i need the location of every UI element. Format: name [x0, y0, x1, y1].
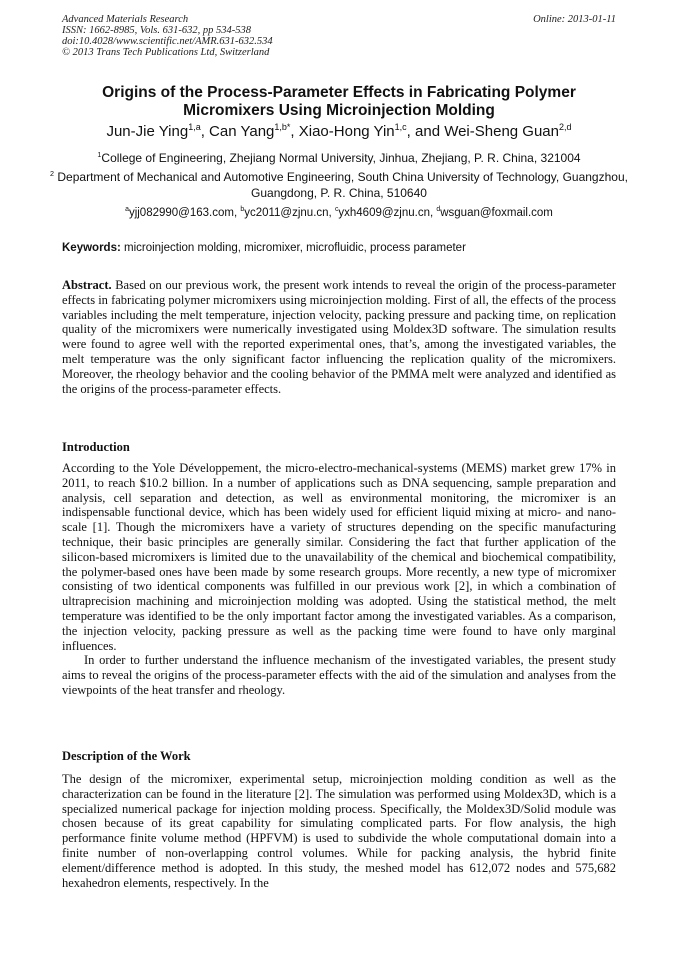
email-mark: b	[240, 206, 245, 214]
email-link[interactable]: yxh4609@zjnu.cn	[338, 207, 430, 219]
email-mark: d	[436, 206, 441, 214]
affiliation-text: College of Engineering, Zhejiang Normal University, Jinhua, Zhejiang, P. R. China, 321004	[101, 151, 581, 165]
email-list	[40, 205, 638, 221]
author-separator: ,	[290, 123, 299, 140]
email-mark: a	[125, 206, 129, 214]
author-separator: , and	[406, 123, 445, 140]
author-affiliation-mark: 1,b*	[274, 122, 291, 132]
email-mark: c	[334, 206, 339, 214]
section-heading-description: Description of the Work	[62, 749, 191, 763]
abstract-label: Abstract.	[62, 278, 112, 292]
affiliation-number: 1	[97, 150, 102, 159]
journal-copyright: © 2013 Trans Tech Publications Ltd, Switzerland	[62, 47, 270, 58]
email-separator: ,	[328, 207, 335, 219]
journal-issn: ISSN: 1662-8985, Vols. 631-632, pp 534-538	[62, 25, 251, 36]
abstract-text: Based on our previous work, the present work intends to reveal the origin of the process-parameter effects in fabricating polymer micromixers using microinjection molding. First of all, the effects of the process variables including the melt temperature, injection velocity, packing pressure and packing time, on replication quality of the micromixers were numerically investigated using Moldex3D software. The simulation results were found to agree well with the reported experimental ones, that’s, among the investigated variables, the melt temperature was the only significant factor influencing the replication quality of the micromixers. Moreover, the rheology behavior and the cooling behavior of the PMMA melt were analyzed and identified as the origins of the process-parameter effects.	[62, 278, 616, 396]
author-separator: ,	[200, 123, 210, 140]
author-name: Can Yang	[209, 123, 275, 140]
email-link[interactable]: yc2011@zjnu.cn	[244, 207, 329, 219]
abstract	[62, 278, 616, 396]
affiliation-number: 2	[50, 169, 55, 178]
affiliation-text: Department of Mechanical and Automotive Engineering, South China University of Technology, Guangzhou, Guangdong, P. R. China, 510640	[57, 170, 628, 200]
author-affiliation-mark: 2,d	[559, 122, 572, 132]
title-line-1: Origins of the Process-Parameter Effects in Fabricating Polymer	[102, 84, 576, 101]
email-link[interactable]: yjj082990@163.com	[128, 207, 234, 219]
description-section	[62, 772, 616, 890]
paragraph: The design of the micromixer, experimental setup, microinjection molding condition as well as the characterization can be found in the literature [2]. The simulation was performed using Moldex3D, which is a specialized numerical package for injection molding process. Specifically, the Moldex3D/Solid module was chosen because of its great capability for simulating complicated parts. For flow analysis, the high performance finite volume method (HPFVM) is used to subdivide the whole computational domain into a finite number of non-overlapping control volumes. While for packing analysis, the hybrid finite element/difference method is adopted. In this study, the meshed model has 612,072 nodes and 575,682 hexahedron elements, respectively. In the	[62, 772, 616, 890]
affiliation-2	[48, 169, 630, 201]
journal-doi[interactable]: doi:10.4028/www.scientific.net/AMR.631-632.534	[62, 36, 273, 47]
author-name: Jun-Jie Ying	[106, 123, 189, 140]
journal-name: Advanced Materials Research	[62, 14, 189, 25]
online-date: Online: 2013-01-11	[533, 14, 616, 25]
keywords	[62, 241, 616, 256]
author-affiliation-mark: 1,c	[394, 122, 407, 132]
keywords-label: Keywords:	[62, 242, 121, 254]
paragraph: According to the Yole Développement, the micro-electro-mechanical-systems (MEMS) market grew 17% in 2011, to reach $10.2 billion. In a number of applications such as DNA sequencing, sample preparation and analysis, cell separation and detection, as well as environmental monitoring, the micromixer is an indispensable functional device, which has been widely used for efficient liquid mixing at micro- and nano-scale [1]. Though the micromixers have a variety of structures depending on the specific manufacturing technique, their basic principles are generally similar. Considering the fact that further application of the silicon-based micromixers is limited due to the unavailability of the chemical and biochemical compatibility, the polymer-based ones have been made by some research groups. More recently, a new type of micromixer consisting of two identical components was fulfilled in our previous work [2], in which a combination of ultraprecision machining and microinjection molding was adopted. Using the statistical method, the melt temperature was identified to be the only important factor among the investigated variables. As a comparison, the injection velocity, packing pressure as well as the packing time were found to have only marginal influences.	[62, 461, 616, 653]
title-line-2: Micromixers Using Microinjection Molding	[183, 102, 495, 119]
email-separator: ,	[233, 207, 241, 219]
paragraph: In order to further understand the influence mechanism of the investigated variables, the present study aims to reveal the origins of the process-parameter effects with the aid of the simulation and analyses from the viewpoints of the heat transfer and rheology.	[62, 653, 616, 697]
affiliation-1	[48, 150, 630, 166]
author-affiliation-mark: 1,a	[188, 122, 201, 132]
email-link[interactable]: wsguan@foxmail.com	[440, 207, 553, 219]
section-heading-introduction: Introduction	[62, 440, 130, 454]
keywords-text: microinjection molding, micromixer, microfluidic, process parameter	[120, 242, 466, 254]
paper-title	[40, 84, 638, 120]
author-name: Wei-Sheng Guan	[444, 123, 559, 140]
author-list	[30, 122, 648, 142]
email-separator: ,	[429, 207, 437, 219]
introduction-section	[62, 461, 616, 698]
journal-header	[62, 14, 273, 58]
author-name: Xiao-Hong Yin	[298, 123, 395, 140]
